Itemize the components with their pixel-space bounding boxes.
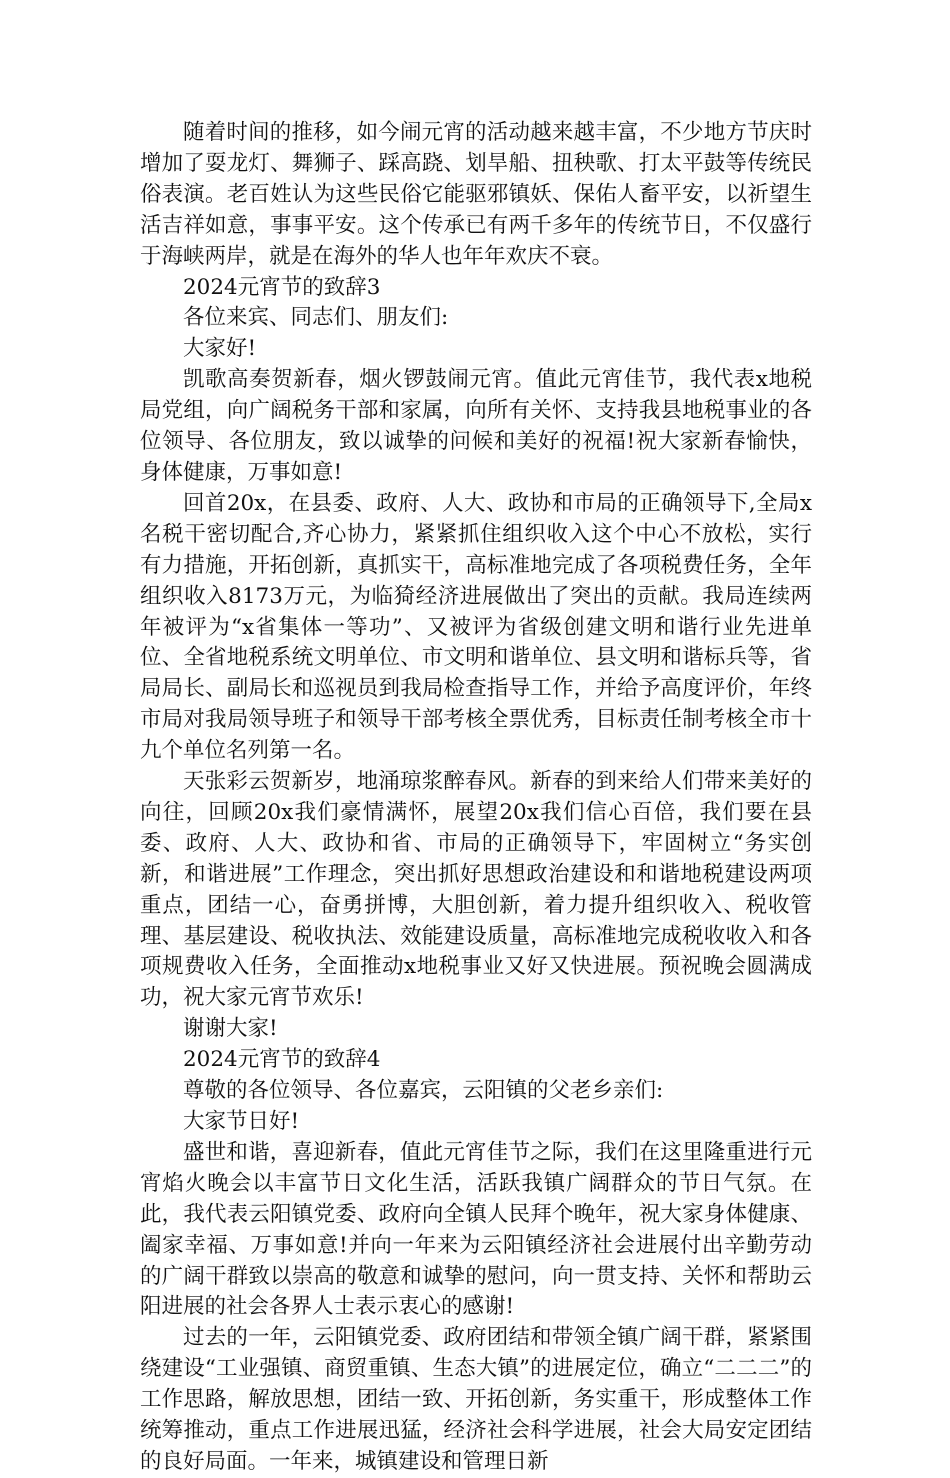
paragraph-outlook: 天张彩云贺新岁，地涌琼浆醉春风。新春的到来给人们带来美好的向往，回顾20x我们豪情满怀，展望20x我们信心百倍，我们要在县委、政府、人大、政协和省、市局的正确领导下，牢固树立“务实创新，和谐进展”工作理念，突出抓好思想政治建设和和谐地税建设两项重点，团结一心，奋勇拼博，大胆创新，着力提升组织收入、税收管理、基层建设、税收执法、效能建设质量，高标准地完成税收收入和各项规费收入任务，全面推动x地税事业又好又快进展。预祝晚会圆满成功，祝大家元宵节欢乐!: [140, 769, 812, 1011]
paragraph-festival-customs: 随着时间的推移，如今闹元宵的活动越来越丰富，不少地方节庆时增加了耍龙灯、舞狮子、踩高跷、划旱船、扭秧歌、打太平鼓等传统民俗表演。老百姓认为这些民俗它能驱邪镇妖、保佑人畜平安，以祈望生活吉祥如意，事事平安。这个传承已有两千多年的传统节日，不仅盛行于海峡两岸，就是在海外的华人也年年欢庆不衰。: [140, 120, 812, 269]
paragraph-past-year: 过去的一年，云阳镇党委、政府团结和带领全镇广阔干群，紧紧围绕建设“工业强镇、商贸重镇、生态大镇”的进展定位，确立“二二二”的工作思路，解放思想，团结一致、开拓创新，务实重干，形成整体工作统筹推动，重点工作进展迅猛，经济社会科学进展，社会大局安定团结的良好局面。一年来，城镇建设和管理日新: [140, 1325, 812, 1474]
greeting-speech-4: 大家节日好!: [183, 1109, 300, 1134]
paragraph-new-year-wishes: 凯歌高奏贺新春，烟火锣鼓闹元宵。值此元宵佳节，我代表x地税局党组，向广阔税务干部和家属，向所有关怀、支持我县地税事业的各位领导、各位朋友，致以诚挚的问候和美好的祝福!祝大家新春愉快，身体健康，万事如意!: [140, 367, 812, 485]
paragraph-lantern-gala: 盛世和谐，喜迎新春，值此元宵佳节之际，我们在这里隆重进行元宵焰火晚会以丰富节日文化生活，活跃我镇广阔群众的节日气氛。在此，我代表云阳镇党委、政府向全镇人民拜个晚年，祝大家身体健康、阖家幸福、万事如意!并向一年来为云阳镇经济社会进展付出辛勤劳动的广阔干群致以崇高的敬意和诚挚的慰问，向一贯支持、关怀和帮助云阳进展的社会各界人士表示衷心的感谢!: [140, 1139, 812, 1320]
heading-speech-3: 2024元宵节的致辞3: [183, 274, 381, 300]
salutation-speech-3: 各位来宾、同志们、朋友们:: [183, 305, 449, 331]
greeting-speech-3: 大家好!: [183, 336, 257, 362]
heading-speech-4: 2024元宵节的致辞4: [183, 1047, 381, 1073]
closing-speech-3: 谢谢大家!: [183, 1016, 278, 1042]
document-page: [140, 118, 812, 1478]
salutation-speech-4: 尊敬的各位领导、各位嘉宾，云阳镇的父老乡亲们:: [183, 1078, 664, 1104]
paragraph-annual-review: 回首20x，在县委、政府、人大、政协和市局的正确领导下,全局x名税干密切配合,齐心协力，紧紧抓住组织收入这个中心不放松，实行有力措施，开拓创新，真抓实干，高标准地完成了各项税费任务，全年组织收入8173万元，为临猗经济进展做出了突出的贡献。我局连续两年被评为“x省集体一等功”、又被评为省级创建文明和谐行业先进单位、全省地税系统文明单位、市文明和谐单位、县文明和谐标兵等，省局局长、副局长和巡视员到我局检查指导工作，并给予高度评价，年终市局对我局领导班子和领导干部考核全票优秀，目标责任制考核全市十九个单位名列第一名。: [140, 490, 812, 764]
